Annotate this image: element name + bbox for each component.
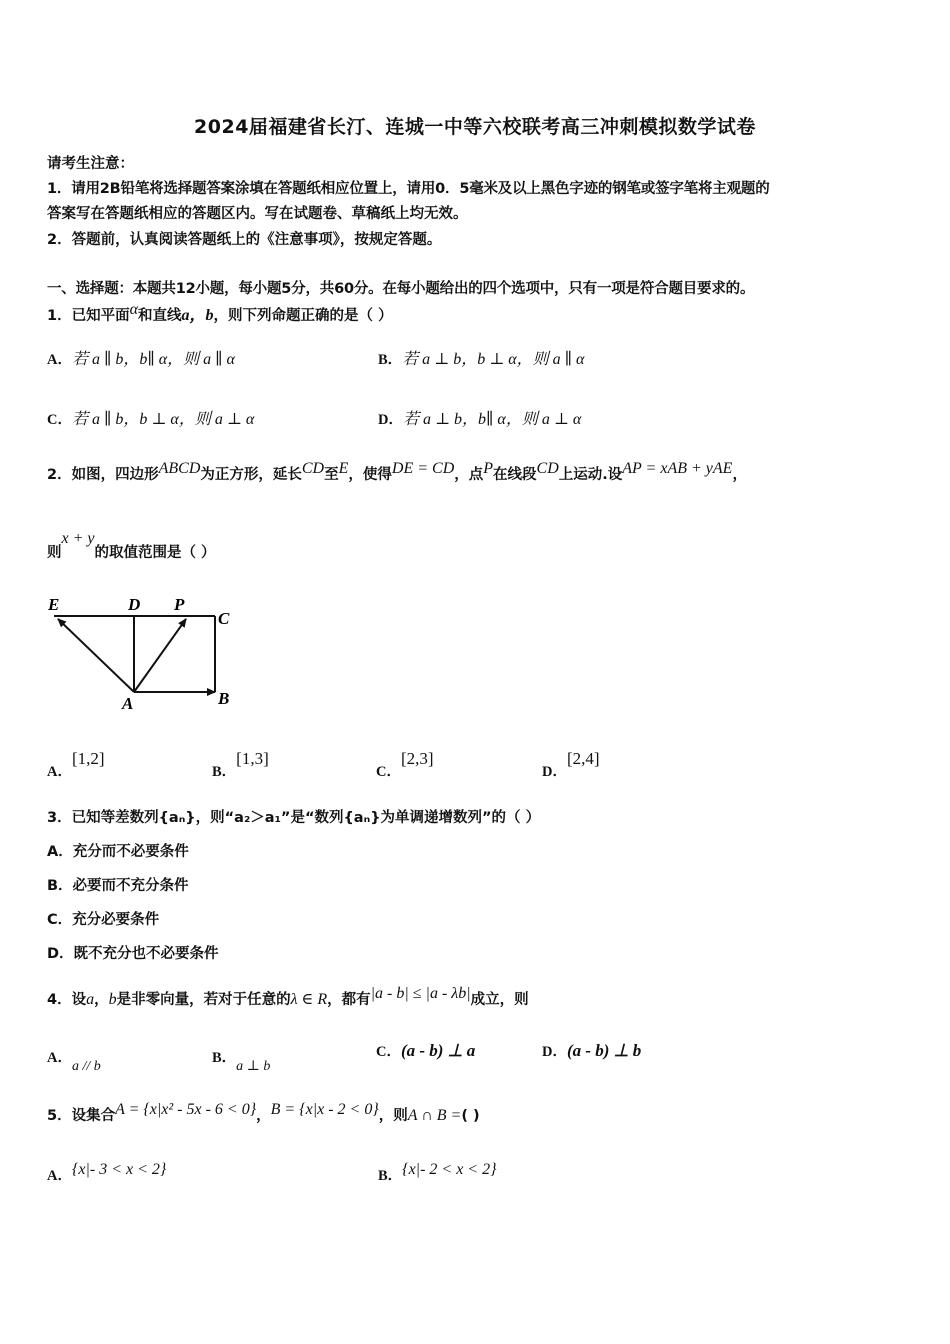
q2-option-a[interactable]: A．[1,2] — [47, 749, 105, 780]
q2-figure — [44, 592, 244, 714]
q4-stem: 4．设a，b是非零向量，若对于任意的λ ∈ R，都有|a - b| ≤ |a - λb|成立，则 — [47, 985, 529, 1008]
q1-stem: 1．已知平面α和直线a，b，则下列命题正确的是（ ） — [47, 301, 393, 324]
q1-option-a[interactable]: A．若 a ∥ b，b∥ α，则 a ∥ α — [47, 351, 235, 368]
page-title: 2024届福建省长汀、连城一中等六校联考高三冲刺模拟数学试卷 — [194, 116, 756, 138]
label-b: B — [218, 689, 230, 708]
vector-ae — [58, 619, 134, 692]
q4-option-b[interactable]: B．a ⊥ b — [212, 1050, 271, 1074]
q4-option-c[interactable]: C．(a - b) ⊥ a — [376, 1041, 476, 1060]
q4-option-d[interactable]: D．(a - b) ⊥ b — [542, 1041, 642, 1060]
q3-stem: 3．已知等差数列{aₙ}，则“a₂＞a₁”是“数列{aₙ}为单调递增数列”的（ ） — [47, 810, 541, 826]
q3-option-b[interactable]: B．必要而不充分条件 — [47, 878, 189, 894]
q5-option-b[interactable]: B．{x|- 2 < x < 2} — [378, 1161, 497, 1184]
section-heading: 一、选择题：本题共12小题，每小题5分，共60分。在每小题给出的四个选项中，只有一项是符合题目要求的。 — [47, 281, 755, 297]
q2-option-b[interactable]: B．[1,3] — [212, 749, 269, 780]
label-d: D — [128, 595, 141, 614]
label-e: E — [48, 595, 60, 614]
q5-stem: 5．设集合A = {x|x² - 5x - 6 < 0}，B = {x|x - 2 < 0}，则A ∩ B =( ) — [47, 1101, 480, 1124]
q2-stem-cont: 则x + y的取值范围是（ ） — [47, 530, 216, 561]
notice-line-3: 2．答题前，认真阅读答题纸上的《注意事项》，按规定答题。 — [47, 232, 442, 248]
q1-option-d[interactable]: D．若 a ⊥ b，b∥ α，则 a ⊥ α — [378, 411, 582, 428]
q2-stem: 2．如图，四边形ABCD为正方形，延长CD至E，使得DE = CD，点P在线段CD上运动.设AP = xAB + yAE， — [47, 460, 747, 483]
q3-option-d[interactable]: D．既不充分也不必要条件 — [47, 946, 219, 962]
notice-line-1: 1．请用2B铅笔将选择题答案涂填在答题纸相应位置上，请用0．5毫米及以上黑色字迹的钢笔或签字笔将主观题的 — [47, 181, 770, 197]
q2-option-d[interactable]: D．[2,4] — [542, 749, 600, 780]
label-p: P — [174, 595, 185, 614]
label-c: C — [218, 609, 230, 628]
notice-heading: 请考生注意： — [47, 156, 134, 172]
q4-option-a[interactable]: A．a // b — [47, 1050, 101, 1074]
q5-option-a[interactable]: A．{x|- 3 < x < 2} — [47, 1161, 167, 1184]
q3-option-c[interactable]: C．充分必要条件 — [47, 912, 160, 928]
notice-line-2: 答案写在答题纸相应的答题区内。写在试题卷、草稿纸上均无效。 — [47, 206, 468, 222]
q1-option-b[interactable]: B．若 a ⊥ b，b ⊥ α，则 a ∥ α — [378, 351, 585, 368]
q1-option-c[interactable]: C．若 a ∥ b，b ⊥ α，则 a ⊥ α — [47, 411, 255, 428]
q3-option-a[interactable]: A．充分而不必要条件 — [47, 844, 189, 860]
vector-ap — [134, 619, 186, 692]
label-a: A — [122, 694, 134, 713]
q2-option-c[interactable]: C．[2,3] — [376, 749, 434, 780]
